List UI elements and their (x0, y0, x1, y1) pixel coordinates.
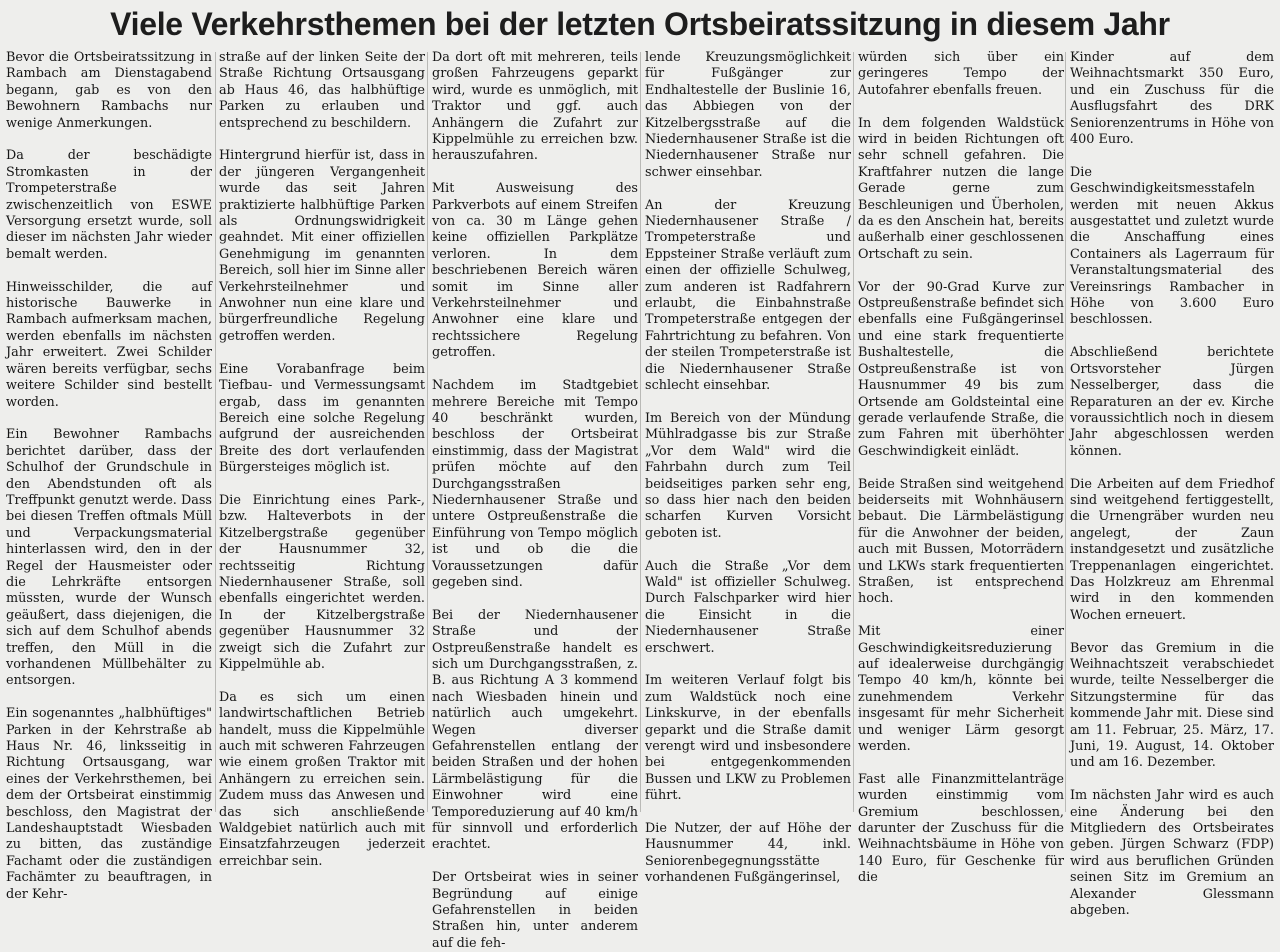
paragraph: Abschließend berichtete Ortsvorsteher Jürgen Nesselberger, dass die Reparaturen an der ev. Kirche voraussichtlich noch in diesem Jahr abgeschlossen werden können. (1070, 345, 1274, 459)
article-headline: Viele Verkehrsthemen bei der letzten Ortsbeiratssitzung in diesem Jahr (110, 6, 1170, 42)
paragraph: Fast alle Finanzmittelanträge wurden einstimmig vom Gremium beschlossen, darunter der Zuschuss für die Weihnachtsbäume in Höhe von 140 Euro, für Geschenke für die (858, 771, 1064, 886)
paragraph: Eine Vorabanfrage beim Tiefbau- und Vermessungsamt ergab, dass im genannten Bereich eine solche Regelung aufgrund der ausreichenden Breite des dort verlaufenden Bürgersteiges möglich ist. (219, 361, 425, 476)
paragraph: Mit einer Geschwindigkeitsreduzierung auf idealerweise durchgängig Tempo 40 km/h, könnte bei zunehmendem Verkehr insgesamt für mehr Sicherheit und weniger Lärm gesorgt werden. (858, 624, 1064, 754)
article-body (0, 50, 1280, 951)
paragraph: Der Ortsbeirat wies in seiner Begründung auf einige Gefahrenstellen in beiden Straßen hin, unter anderem auf die feh- (432, 870, 638, 951)
paragraph: Da es sich um einen landwirtschaftlichen Betrieb handelt, muss die Kippelmühle auch mit schweren Fahrzeugen wie einem großen Traktor mit Anhängern zu erreichen sein. Zudem muss das Anwesen und das sich anschließende Waldgebiet natürlich auch mit Einsatzfahrzeugen jederzeit erreichbar sein. (219, 689, 425, 869)
paragraph: An der Kreuzung Niedernhausener Straße / Trompeterstraße und Eppsteiner Straße verläuft zum einen der offizielle Schulweg, zum anderen ist Radfahrern erlaubt, die Einbahnstraße Trompeterstraße entgegen der Fahrtrichtung zu befahren. Von der steilen Trompeterstraße ist die Niedernhausener Straße schlecht einsehbar. (645, 197, 851, 394)
paragraph: Hinweisschilder, die auf historische Bauwerke in Rambach aufmerksam machen, werden ebenfalls im nächsten Jahr erweitert. Zwei Schilder wären bereits verfügbar, sechs weitere Schilder sind bestellt worden. (6, 279, 212, 410)
paragraph: Hintergrund hierfür ist, dass in der jüngeren Vergangenheit wurde das seit Jahren praktizierte halbhüftige Parken als Ordnungswidrigkeit geahndet. Mit einer offiziellen Genehmigung im genannten Bereich, soll hier im Sinne aller Verkehrsteilnehmer und Anwohner nun eine klare und bürgerfreundliche Regelung getroffen werden. (219, 148, 425, 344)
paragraph: Im weiteren Verlauf folgt bis zum Waldstück noch eine Linkskurve, in der ebenfalls geparkt und die Straße damit verengt wird und insbesondere bei entgegenkommenden Bussen und LKW zu Problemen führt. (645, 673, 851, 804)
paragraph: Da dort oft mit mehreren, teils großen Fahrzeugens geparkt wird, wurde es unmöglich, mit Traktor und ggf. auch Anhängern die Zufahrt zur Kippelmühle zu erreichen bzw. herauszufahren. (432, 50, 638, 164)
text-column-3 (432, 50, 638, 951)
paragraph: Ein sogenanntes „halbhüftiges" Parken in der Kehrstraße ab Haus Nr. 46, linksseitig in Richtung Ortsausgang, war eines der Verkehrsthemen, bei dem der Ortsbeirat einstimmig beschloss, den Magistrat der Landeshauptstadt Wiesbaden zu bitten, das zuständige Fachamt oder die zuständigen Fachämter zu beauftragen, in der Kehr- (6, 706, 212, 902)
text-column-1 (6, 50, 212, 902)
paragraph: Die Geschwindigkeitsmesstafeln werden mit neuen Akkus ausgestattet und zuletzt wurde die Anschaffung eines Containers als Lagerraum für Veranstaltungsmaterial des Vereinsrings Rambacher in Höhe von 3.600 Euro beschlossen. (1070, 164, 1274, 328)
paragraph: Vor der 90-Grad Kurve zur Ostpreußenstraße befindet sich ebenfalls eine Fußgängerinsel und eine stark frequentierte Bushaltestelle, die Ostpreußenstraße ist von Hausnummer 49 bis zum Ortsende am Goldsteintal eine gerade verlaufende Straße, die zum Fahren mit überhöhter Geschwindigkeit einlädt. (858, 279, 1064, 459)
paragraph: Bevor das Gremium in die Weihnachtszeit verabschiedet wurde, teilte Nesselberger die Sitzungstermine für das kommende Jahr mit. Diese sind am 11. Februar, 25. März, 17. Juni, 19. August, 14. Oktober und am 16. Dezember. (1070, 640, 1274, 771)
paragraph: Ein Bewohner Rambachs berichtet darüber, dass der Schulhof der Grundschule in den Abendstunden oft als Treffpunkt genutzt werde. Dass bei diesen Treffen oftmals Müll und Verpackungsmaterial hinterlassen wird, den in der Regel der Hausmeister oder die Lehrkräfte entsorgen müssten, wurde der Wunsch geäußert, dass diejenigen, die sich auf dem Schulhof abends treffen, den Müll in die vorhandenen Müllbehälter zu entsorgen. (6, 427, 212, 689)
paragraph: Auch die Straße „Vor dem Wald" ist offizieller Schulweg. Durch Falschparker wird hier die Einsicht in die Niedernhausener Straße erschwert. (645, 558, 851, 656)
text-column-6 (1070, 50, 1274, 919)
paragraph: würden sich über ein geringeres Tempo der Autofahrer ebenfalls freuen. (858, 50, 1064, 98)
paragraph: Die Nutzer, der auf Höhe der Hausnummer 44, inkl. Seniorenbegegnungsstätte vorhandenen Fußgängerinsel, (645, 821, 851, 886)
paragraph: Da der beschädigte Stromkasten in der Trompeterstraße zwischenzeitlich von ESWE Versorgung ersetzt wurde, soll dieser im nächsten Jahr wieder bemalt werden. (6, 148, 212, 262)
text-column-2 (219, 50, 425, 869)
paragraph: straße auf der linken Seite der Straße Richtung Ortsausgang ab Haus 46, das halbhüftige Parken zu erlauben und entsprechend zu beschildern. (219, 50, 425, 131)
paragraph: Im Bereich von der Mündung Mühlradgasse bis zur Straße „Vor dem Wald" wird die Fahrbahn durch zum Teil beidseitiges parken sehr eng, so dass hier nach den beiden scharfen Kurven Vorsicht geboten ist. (645, 410, 851, 541)
paragraph: Kinder auf dem Weihnachtsmarkt 350 Euro, und ein Zuschuss für die Ausflugsfahrt des DRK Seniorenzentrums in Höhe von 400 Euro. (1070, 50, 1274, 148)
paragraph: lende Kreuzungsmöglichkeit für Fußgänger zur Endhaltestelle der Buslinie 16, das Abbiegen von der Kitzelbergsstraße auf die Niedernhausener Straße ist die Niedernhausener Straße nur schwer einsehbar. (645, 50, 851, 180)
paragraph: In dem folgenden Waldstück wird in beiden Richtungen oft sehr schnell gefahren. Die Kraftfahrer nutzen die lange Gerade gerne zum Beschleunigen und Überholen, da es den Anschein hat, bereits außerhalb einer geschlossenen Ortschaft zu sein. (858, 115, 1064, 262)
text-column-5 (858, 50, 1064, 886)
paragraph: Bei der Niedernhausener Straße und der Ostpreußenstraße handelt es sich um Durchgangsstraßen, z. B. aus Richtung A 3 kommend nach Wiesbaden hinein und natürlich auch umgekehrt. Wegen diverser Gefahrenstellen entlang der beiden Straßen und der hohen Lärmbelästigung für die Einwohner wird eine Temporeduzierung auf 40 km/h für sinnvoll und erforderlich erachtet. (432, 607, 638, 853)
paragraph: Mit Ausweisung des Parkverbots auf einem Streifen von ca. 30 m Länge gehen keine offiziellen Parkplätze verloren. In dem beschriebenen Bereich wären somit im Sinne aller Verkehrsteilnehmer und Anwohner eine klare und rechtssichere Regelung getroffen. (432, 181, 638, 361)
paragraph: Im nächsten Jahr wird es auch eine Änderung bei den Mitgliedern des Ortsbeirates geben. Jürgen Schwarz (FDP) wird aus beruflichen Gründen seinen Sitz im Gremium an Alexander Glessmann abgeben. (1070, 788, 1274, 919)
paragraph: Nachdem im Stadtgebiet mehrere Bereiche mit Tempo 40 beschränkt wurden, beschloss der Ortsbeirat einstimmig, dass der Magistrat prüfen möchte auf den Durchgangsstraßen Niedernhausener Straße und untere Ostpreußenstraße die Einführung von Tempo möglich ist und ob die die Voraussetzungen dafür gegeben sind. (432, 378, 638, 590)
paragraph: Beide Straßen sind weitgehend beiderseits mit Wohnhäusern bebaut. Die Lärmbelästigung für die Anwohner der beiden, auch mit Bussen, Motorrädern und LKWs stark frequentierten Straßen, ist entsprechend hoch. (858, 476, 1064, 607)
paragraph: Bevor die Ortsbeiratssitzung in Rambach am Dienstagabend begann, gab es von den Bewohnern Rambachs nur wenige Anmerkungen. (6, 50, 212, 131)
paragraph: Die Einrichtung eines Park-, bzw. Halteverbots in der Kitzelbergstraße gegenüber der Hausnummer 32, rechtsseitig Richtung Niedernhausener Straße, soll ebenfalls eingerichtet werden. In der Kitzelbergstraße gegenüber Hausnummer 32 zweigt sich die Zufahrt zur Kippelmühle ab. (219, 492, 425, 672)
paragraph: Die Arbeiten auf dem Friedhof sind weitgehend fertiggestellt, die Urnengräber wurden neu angelegt, der Zaun instandgesetzt und zusätzliche Treppenanlagen eingerichtet. Das Holzkreuz am Ehrenmal wird in den kommenden Wochen erneuert. (1070, 476, 1274, 623)
text-column-4 (645, 50, 851, 886)
